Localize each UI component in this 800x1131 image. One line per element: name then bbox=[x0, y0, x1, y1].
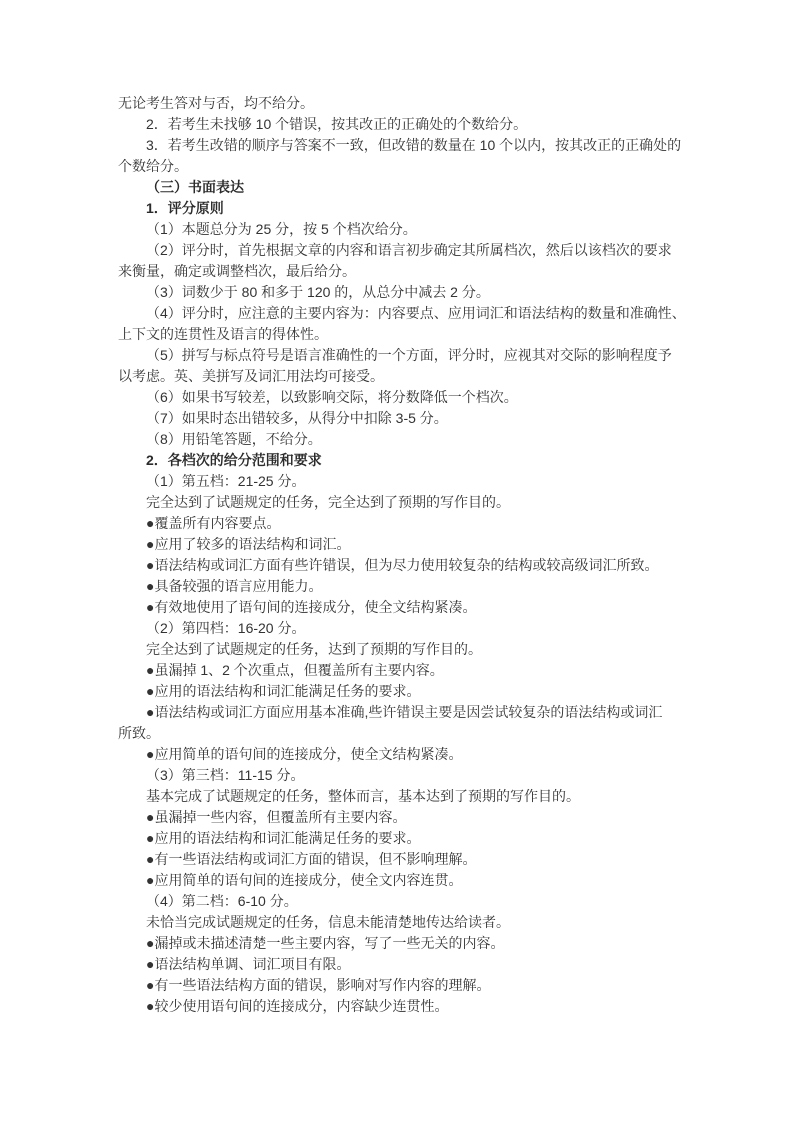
heading-line: 2．各档次的给分范围和要求 bbox=[146, 452, 322, 468]
heading-line: （三）书面表达 bbox=[146, 179, 244, 195]
text-line: 个数给分。 bbox=[118, 158, 188, 174]
text-line: （2）第四档：16-20 分。 bbox=[146, 620, 306, 636]
bullet-line: ●应用简单的语句间的连接成分，使全文结构紧凑。 bbox=[146, 746, 463, 762]
text-line: （8）用铅笔答题，不给分。 bbox=[146, 431, 322, 447]
bullet-line: ●应用的语法结构和词汇能满足任务的要求。 bbox=[146, 830, 421, 846]
bullet-line: ●语法结构单调、词汇项目有限。 bbox=[146, 956, 351, 972]
heading-line: 1．评分原则 bbox=[146, 200, 224, 216]
text-line: （3）词数少于 80 和多于 120 的，从总分中减去 2 分。 bbox=[146, 284, 490, 300]
text-line: 无论考生答对与否，均不给分。 bbox=[118, 95, 314, 111]
text-line: 上下文的连贯性及语言的得体性。 bbox=[118, 326, 328, 342]
bullet-line: ●应用的语法结构和词汇能满足任务的要求。 bbox=[146, 683, 421, 699]
bullet-line: ●有效地使用了语句间的连接成分，使全文结构紧凑。 bbox=[146, 599, 477, 615]
text-line: （4）第二档：6-10 分。 bbox=[146, 893, 298, 909]
text-line: 来衡量，确定或调整档次，最后给分。 bbox=[118, 263, 356, 279]
bullet-line: ●应用简单的语句间的连接成分，使全文内容连贯。 bbox=[146, 872, 463, 888]
bullet-line: ●具备较强的语言应用能力。 bbox=[146, 578, 323, 594]
bullet-line: ●覆盖所有内容要点。 bbox=[146, 515, 281, 531]
text-line: 未恰当完成试题规定的任务，信息未能清楚地传达给读者。 bbox=[146, 914, 510, 930]
text-line: （7）如果时态出错较多，从得分中扣除 3-5 分。 bbox=[146, 410, 448, 426]
bullet-line: ●语法结构或词汇方面应用基本准确,些许错误主要是因尝试较复杂的语法结构或词汇 bbox=[146, 704, 663, 720]
text-line: 所致。 bbox=[118, 725, 160, 741]
text-line: （6）如果书写较差，以致影响交际，将分数降低一个档次。 bbox=[146, 389, 518, 405]
text-line: 完全达到了试题规定的任务，完全达到了预期的写作目的。 bbox=[146, 494, 510, 510]
text-line: 完全达到了试题规定的任务，达到了预期的写作目的。 bbox=[146, 641, 482, 657]
text-line: （4）评分时，应注意的主要内容为：内容要点、应用词汇和语法结构的数量和准确性、 bbox=[146, 305, 686, 321]
text-line: 以考虑。英、美拼写及词汇用法均可接受。 bbox=[118, 368, 384, 384]
text-line: 3．若考生改错的顺序与答案不一致，但改错的数量在 10 个以内，按其改正的正确处的 bbox=[146, 137, 682, 153]
text-line: 基本完成了试题规定的任务，整体而言，基本达到了预期的写作目的。 bbox=[146, 788, 580, 804]
bullet-line: ●虽漏掉一些内容，但覆盖所有主要内容。 bbox=[146, 809, 407, 825]
bullet-line: ●较少使用语句间的连接成分，内容缺少连贯性。 bbox=[146, 998, 449, 1014]
bullet-line: ●应用了较多的语法结构和词汇。 bbox=[146, 536, 351, 552]
text-line: （1）本题总分为 25 分，按 5 个档次给分。 bbox=[146, 221, 417, 237]
text-line: （1）第五档：21-25 分。 bbox=[146, 473, 306, 489]
text-line: 2．若考生未找够 10 个错误，按其改正的正确处的个数给分。 bbox=[146, 116, 528, 132]
bullet-line: ●有一些语法结构或词汇方面的错误，但不影响理解。 bbox=[146, 851, 477, 867]
bullet-line: ●有一些语法结构方面的错误，影响对写作内容的理解。 bbox=[146, 977, 491, 993]
text-line: （5）拼写与标点符号是语言准确性的一个方面，评分时，应视其对交际的影响程度予 bbox=[146, 347, 672, 363]
document-body bbox=[118, 93, 688, 1017]
text-line: （2）评分时，首先根据文章的内容和语言初步确定其所属档次，然后以该档次的要求 bbox=[146, 242, 672, 258]
text-line: （3）第三档：11-15 分。 bbox=[146, 767, 305, 783]
bullet-line: ●虽漏掉 1、2 个次重点，但覆盖所有主要内容。 bbox=[146, 662, 444, 678]
bullet-line: ●语法结构或词汇方面有些许错误，但为尽力使用较复杂的结构或较高级词汇所致。 bbox=[146, 557, 659, 573]
bullet-line: ●漏掉或未描述清楚一些主要内容，写了一些无关的内容。 bbox=[146, 935, 505, 951]
